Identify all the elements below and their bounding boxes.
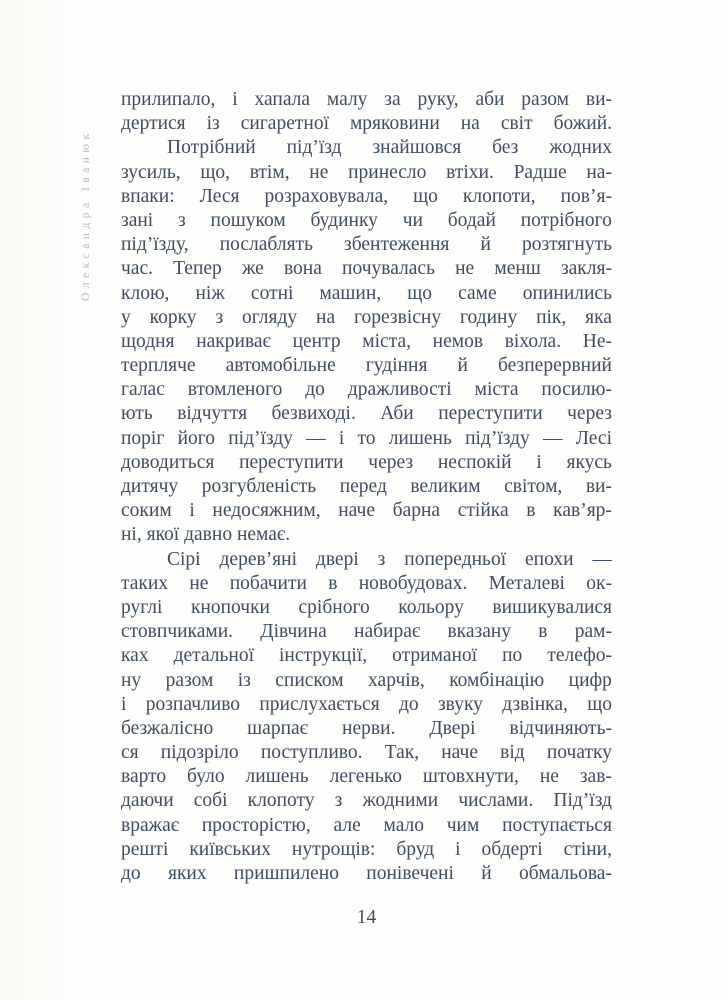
- word: і: [455, 838, 461, 860]
- text-line: [121, 282, 612, 306]
- word: поступається: [502, 814, 612, 836]
- word: стійка: [457, 500, 509, 522]
- word: розраховувала,: [264, 185, 389, 207]
- word: годину: [459, 306, 518, 328]
- word: розпачливо: [145, 693, 241, 715]
- word: впаки:: [121, 185, 175, 207]
- word: що: [413, 185, 438, 207]
- word: побачити: [229, 572, 307, 594]
- word: дзвінка,: [502, 693, 568, 715]
- text-line: [121, 402, 612, 426]
- text-line: [121, 814, 612, 838]
- word: хапала: [254, 89, 311, 110]
- word: Не-: [582, 330, 612, 352]
- word: огляду: [242, 306, 298, 328]
- word: віхола.: [504, 330, 562, 352]
- text-line: [121, 741, 612, 765]
- word: послаблять: [219, 234, 313, 256]
- word: Леся: [199, 185, 240, 207]
- word: мряковини: [349, 113, 440, 135]
- word: понівечені: [366, 863, 454, 884]
- word: дитячу: [121, 476, 179, 497]
- word: ють: [121, 403, 153, 425]
- word: і: [338, 427, 345, 449]
- word: від: [500, 742, 525, 764]
- word: попередньої: [404, 548, 507, 570]
- word: епохи: [525, 548, 574, 570]
- author-name-vertical: Олександра Іванюк: [80, 129, 92, 301]
- text-line: ні, якої давно немає.: [121, 524, 291, 546]
- word: наче: [441, 742, 479, 764]
- text-line: [121, 136, 612, 160]
- word: комбінацію: [449, 669, 545, 691]
- word: його: [177, 427, 216, 449]
- word: через: [567, 403, 612, 425]
- word: рам-: [574, 621, 612, 643]
- word: до: [305, 379, 325, 401]
- word: сотні: [250, 282, 294, 304]
- word: жодними: [362, 790, 439, 812]
- text-line: [121, 862, 612, 886]
- word: поріг: [121, 427, 165, 449]
- text-line: [121, 572, 612, 596]
- word: без: [492, 137, 519, 159]
- word: жодних: [549, 137, 612, 159]
- word: по: [502, 645, 523, 667]
- word: не: [455, 258, 475, 280]
- word: міста,: [362, 330, 411, 352]
- word: стовпчиками.: [121, 621, 234, 643]
- word: Металеві: [488, 572, 565, 594]
- word: сигаретної: [240, 113, 329, 135]
- word: Аби: [380, 403, 414, 425]
- text-line: [121, 378, 612, 402]
- text-line: [121, 717, 612, 741]
- word: безжалісно: [121, 717, 214, 739]
- word: на-: [586, 161, 612, 183]
- word: кав’яр-: [553, 500, 612, 522]
- word: і: [536, 451, 542, 473]
- word: детальної: [173, 645, 254, 667]
- word: ніж: [195, 282, 225, 304]
- text-line: [121, 427, 612, 451]
- word: нутрощів:: [291, 838, 376, 860]
- word: розгубленість: [201, 476, 317, 497]
- word: в: [526, 500, 536, 522]
- word: під’їзду,: [121, 234, 189, 256]
- word: просторістю,: [201, 814, 311, 836]
- word: великим: [410, 476, 481, 497]
- word: списком: [275, 669, 344, 691]
- word: зані: [121, 209, 154, 231]
- word: переступити: [239, 451, 344, 473]
- text-line: [121, 475, 612, 499]
- word: штовхнути,: [422, 766, 519, 788]
- text-line: [121, 88, 612, 112]
- word: під’їзду: [228, 427, 293, 449]
- word: таких: [121, 572, 169, 594]
- word: соким: [121, 500, 172, 522]
- word: отриманої: [392, 645, 478, 667]
- text-line: [121, 161, 612, 185]
- word: втім,: [249, 161, 290, 183]
- word: лишень: [388, 427, 452, 449]
- word: міста: [474, 379, 519, 401]
- word: й: [457, 355, 468, 377]
- word: під’їзд: [286, 137, 342, 159]
- word: наче: [338, 500, 376, 522]
- word: не: [189, 572, 209, 594]
- word: збентеження: [344, 234, 450, 256]
- word: з: [178, 209, 186, 231]
- text-line: [121, 644, 612, 668]
- text-line: [121, 185, 612, 209]
- text-line: [121, 789, 612, 813]
- word: й: [481, 863, 492, 884]
- word: яких: [167, 863, 207, 884]
- word: Радше: [513, 161, 567, 183]
- text-line: [121, 596, 612, 620]
- word: початку: [546, 742, 612, 764]
- word: телефо-: [547, 645, 612, 667]
- word: відчуття: [177, 403, 248, 425]
- word: ках: [121, 645, 149, 667]
- word: інструкції,: [279, 645, 368, 667]
- word: за: [384, 89, 401, 110]
- word: саме: [458, 282, 497, 304]
- word: бруд: [396, 838, 435, 860]
- word: харчів,: [368, 669, 425, 691]
- word: аби: [475, 89, 505, 110]
- body-text: [121, 88, 612, 886]
- word: дертися: [121, 113, 186, 135]
- word: клопоту: [247, 790, 315, 812]
- word: посилю-: [541, 379, 612, 401]
- word: під’їзду: [465, 427, 530, 449]
- word: прилипало,: [121, 89, 216, 110]
- word: пов’я-: [560, 185, 612, 207]
- word: будинку: [310, 209, 378, 231]
- word: було: [187, 766, 225, 788]
- text-line: [121, 669, 612, 693]
- word: машин,: [319, 282, 382, 304]
- word: не: [309, 161, 329, 183]
- word: не: [539, 766, 559, 788]
- word: київських: [189, 838, 271, 860]
- word: із: [237, 669, 251, 691]
- word: закля-: [560, 258, 612, 280]
- word: до: [399, 693, 419, 715]
- word: на: [460, 113, 480, 135]
- text-line: [121, 548, 612, 572]
- word: що: [407, 282, 433, 304]
- page-number: 14: [356, 907, 377, 928]
- word: горезвісну: [354, 306, 442, 328]
- word: вражає: [121, 814, 180, 836]
- text-line: [121, 233, 612, 257]
- word: зав-: [579, 766, 612, 788]
- word: собі: [193, 790, 228, 812]
- word: з: [377, 548, 386, 570]
- word: втомленого: [187, 379, 283, 401]
- word: дерев’яні: [219, 548, 298, 570]
- word: принесло: [348, 161, 427, 183]
- text-line: [121, 330, 612, 354]
- word: світом,: [504, 476, 563, 497]
- word: яка: [585, 306, 612, 328]
- word: почувалась: [342, 258, 435, 280]
- word: але: [333, 814, 361, 836]
- word: зусиль,: [121, 161, 181, 183]
- word: варто: [121, 766, 167, 788]
- text-line: [121, 354, 612, 378]
- word: ок-: [586, 572, 612, 594]
- word: автомобільне: [225, 355, 336, 377]
- word: срібного: [298, 596, 370, 618]
- word: разом: [521, 89, 570, 110]
- word: через: [368, 451, 414, 473]
- word: світ: [500, 113, 533, 135]
- word: набирає: [354, 621, 421, 643]
- word: потрібного: [520, 209, 612, 231]
- word: накриває: [196, 330, 271, 352]
- word: то: [357, 427, 376, 449]
- word: відчиняють-: [509, 717, 612, 739]
- word: опинились: [522, 282, 612, 304]
- word: корку: [149, 306, 197, 328]
- word: розтягнуть: [521, 234, 612, 256]
- word: клопоти,: [462, 185, 536, 207]
- word: підозріло: [160, 742, 239, 764]
- word: й: [480, 234, 491, 256]
- word: ви-: [585, 89, 612, 110]
- word: чим: [446, 814, 480, 836]
- text-line: [121, 112, 612, 136]
- word: щодня: [121, 330, 175, 352]
- word: якусь: [566, 451, 612, 473]
- word: легенько: [329, 766, 402, 788]
- word: галас: [121, 379, 165, 401]
- text-line: [121, 209, 612, 233]
- word: і: [232, 89, 238, 110]
- word: ся: [121, 742, 139, 764]
- word: пошуком: [210, 209, 286, 231]
- word: безвиході.: [271, 403, 356, 425]
- word: що,: [200, 161, 230, 183]
- word: вишикувалися: [492, 596, 612, 618]
- text-line: [121, 620, 612, 644]
- word: Тепер: [173, 258, 222, 280]
- word: ну: [121, 669, 142, 691]
- text-line: [121, 451, 612, 475]
- word: двері: [315, 548, 359, 570]
- word: —: [592, 548, 612, 570]
- word: прислухається: [259, 693, 380, 715]
- word: ви-: [585, 476, 612, 497]
- word: даючи: [121, 790, 174, 812]
- word: переступити: [438, 403, 543, 425]
- word: чи: [402, 209, 423, 231]
- word: в: [538, 621, 548, 643]
- word: цифр: [568, 669, 612, 691]
- word: разом: [165, 669, 214, 691]
- word: шарпає: [247, 717, 309, 739]
- word: клою,: [121, 282, 170, 304]
- word: звуку: [437, 693, 483, 715]
- word: знайшовся: [372, 137, 462, 159]
- word: у: [121, 306, 131, 328]
- word: Двері: [429, 717, 476, 739]
- word: поступливо.: [260, 742, 363, 764]
- word: Дівчина: [260, 621, 327, 643]
- word: недосяжним,: [212, 500, 321, 522]
- word: Лесі: [575, 427, 612, 449]
- word: в: [328, 572, 338, 594]
- word: терпляче: [121, 355, 196, 377]
- text-line: [121, 306, 612, 330]
- word: немов: [432, 330, 484, 352]
- word: дражливості: [347, 379, 452, 401]
- word: решті: [121, 838, 169, 860]
- word: божий.: [553, 113, 612, 135]
- word: вона: [283, 258, 322, 280]
- word: руглі: [121, 596, 163, 618]
- word: із: [206, 113, 220, 135]
- word: неспокій: [437, 451, 512, 473]
- word: кнопочки: [190, 596, 270, 618]
- word: безперервний: [497, 355, 612, 377]
- word: центр: [292, 330, 341, 352]
- text-line: [121, 693, 612, 717]
- word: стіни,: [563, 838, 612, 860]
- word: доводиться: [121, 451, 215, 473]
- word: з: [334, 790, 343, 812]
- word: лишень: [245, 766, 309, 788]
- word: барна: [392, 500, 441, 522]
- word: же: [241, 258, 264, 280]
- word: малу: [326, 89, 368, 110]
- word: пік,: [536, 306, 567, 328]
- word: обмальова-: [518, 863, 612, 884]
- word: менш: [494, 258, 541, 280]
- word: що: [587, 693, 612, 715]
- word: Під’їзд: [553, 790, 612, 812]
- word: вказану: [447, 621, 512, 643]
- word: на: [316, 306, 336, 328]
- word: обдерті: [481, 838, 543, 860]
- word: пришпилено: [233, 863, 339, 884]
- word: Так,: [384, 742, 420, 764]
- word: Сірі: [167, 548, 201, 570]
- word: і: [121, 693, 127, 715]
- word: до: [121, 863, 141, 884]
- text-line: [121, 765, 612, 789]
- word: перед: [339, 476, 387, 497]
- word: час.: [121, 258, 153, 280]
- text-line: [121, 838, 612, 862]
- word: новобудовах.: [358, 572, 468, 594]
- word: бодай: [447, 209, 496, 231]
- word: числами.: [458, 790, 534, 812]
- word: гудіння: [365, 355, 428, 377]
- word: втіхи.: [446, 161, 494, 183]
- word: нерви.: [342, 717, 396, 739]
- text-line: [121, 499, 612, 523]
- word: кольору: [398, 596, 464, 618]
- word: —: [306, 427, 326, 449]
- word: і: [189, 500, 195, 522]
- word: Потрібний: [167, 137, 256, 159]
- word: руку,: [417, 89, 459, 110]
- word: —: [542, 427, 563, 449]
- word: з: [215, 306, 224, 328]
- word: мало: [383, 814, 424, 836]
- text-line: [121, 257, 612, 281]
